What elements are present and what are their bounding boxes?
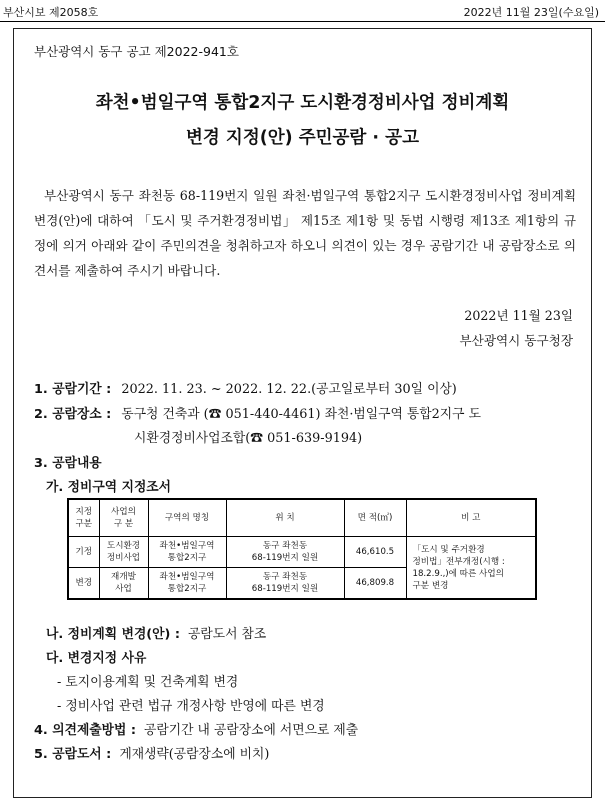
period-item bbox=[34, 378, 457, 397]
table-header: 구역의 명칭 bbox=[148, 499, 226, 537]
table-cell: 좌천•범일구역 통합2지구 bbox=[148, 537, 226, 568]
content-label: 3. 공람내용 bbox=[34, 456, 102, 471]
docs-value: 게재생략(공람장소에 비치) bbox=[119, 747, 270, 762]
table-header: 지정 구분 bbox=[68, 499, 99, 537]
notice-body: 부산광역시 동구 좌천동 68-119번지 일원 좌천·범일구역 통합2지구 도시환경정비사업 정비계획 변경(안)에 대하여 「도시 및 주거환경정비법」 제15조 제1항 및 동법 시행령 제13조 제1항의 규정에 의거 아래와 같이 주민의견을 청취하고자 하오니 의견이 있는 경우 공람기간 내 공람장소로 의견서를 제출하여 주시기 바랍니다. bbox=[34, 188, 576, 278]
table-cell: 동구 좌천동 68-119번지 일원 bbox=[226, 537, 344, 568]
submit-value: 공람기간 내 공람장소에 서면으로 제출 bbox=[144, 723, 359, 738]
notice-issuer: 부산광역시 동구청장 bbox=[459, 333, 573, 348]
notice-title-line2: 변경 지정(안) 주민공람 · 공고 bbox=[186, 128, 419, 148]
docs-item bbox=[34, 743, 269, 762]
table-row bbox=[68, 537, 536, 568]
gazette-header bbox=[0, 0, 605, 22]
period-value: 2022. 11. 23. ~ 2022. 12. 22.(공고일로부터 30일 이상) bbox=[121, 382, 457, 397]
place-value-line1: 동구청 건축과 (☎ 051-440-4461) 좌천·범일구역 통합2지구 도 bbox=[121, 407, 481, 422]
sub-a-label: 가. 정비구역 지정조서 bbox=[46, 480, 172, 495]
place-item bbox=[34, 403, 481, 422]
designation-table bbox=[67, 498, 537, 600]
table-cell: 좌천•범일구역 통합2지구 bbox=[148, 568, 226, 600]
table-cell: 기정 bbox=[68, 537, 99, 568]
sub-b-value: 공람도서 참조 bbox=[188, 627, 267, 642]
sub-c-label: 다. 변경지정 사유 bbox=[46, 651, 147, 666]
gazette-number: 부산시보 제2058호 bbox=[3, 6, 99, 19]
table-cell: 동구 좌천동 68-119번지 일원 bbox=[226, 568, 344, 600]
gazette-date: 2022년 11월 23일(수요일) bbox=[463, 6, 599, 19]
place-label: 2. 공람장소 : bbox=[34, 407, 112, 422]
table-cell: 재개발 사업 bbox=[99, 568, 148, 600]
table-cell: 46,610.5 bbox=[344, 537, 406, 568]
table-cell: 변경 bbox=[68, 568, 99, 600]
notice-title-line1: 좌천•범일구역 통합2지구 도시환경정비사업 정비계획 bbox=[95, 93, 510, 113]
submit-label: 4. 의견제출방법 : bbox=[34, 723, 136, 738]
table-header: 위 치 bbox=[226, 499, 344, 537]
header-divider bbox=[0, 21, 605, 22]
table-header-row bbox=[68, 499, 536, 537]
sub-b-label: 나. 정비계획 변경(안) : bbox=[46, 627, 180, 642]
reason-1: - 토지이용계획 및 건축계획 변경 bbox=[57, 675, 239, 690]
reason-2: - 정비사업 관련 법규 개정사항 반영에 따른 변경 bbox=[57, 699, 325, 714]
period-label: 1. 공람기간 : bbox=[34, 382, 112, 397]
notice-number: 부산광역시 동구 공고 제2022-941호 bbox=[34, 44, 239, 59]
table-header: 면 적(㎡) bbox=[344, 499, 406, 537]
table-header: 비 고 bbox=[406, 499, 536, 537]
place-value-line2: 시환경정비사업조합(☎ 051-639-9194) bbox=[134, 431, 363, 446]
submit-item bbox=[34, 719, 358, 738]
docs-label: 5. 공람도서 : bbox=[34, 747, 112, 762]
sub-b-item bbox=[46, 623, 266, 642]
table-cell: 도시환경 정비사업 bbox=[99, 537, 148, 568]
table-note-cell: 「도시 및 주거환경 정비법」전부개정(시행 : 18.2.9.,)에 따른 사업의 구분 변경 bbox=[406, 537, 536, 600]
notice-date: 2022년 11월 23일 bbox=[464, 308, 573, 323]
table-cell: 46,809.8 bbox=[344, 568, 406, 600]
table-header: 사업의 구 분 bbox=[99, 499, 148, 537]
